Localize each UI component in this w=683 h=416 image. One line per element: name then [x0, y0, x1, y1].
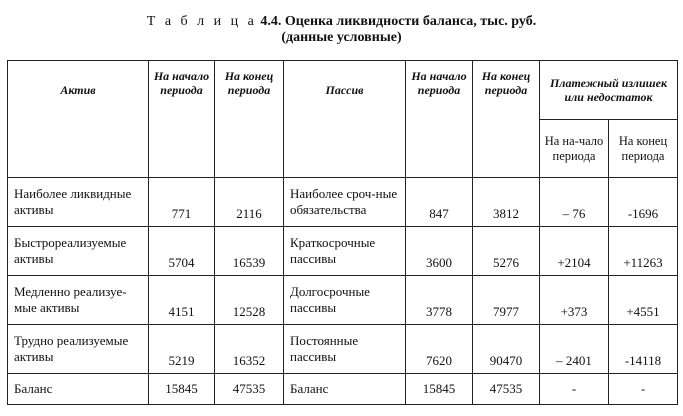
table-label: Т а б л и ц а [146, 14, 257, 29]
table-subtitle: (данные условные) [281, 30, 402, 45]
header-liab-end: На конец периода [473, 61, 540, 178]
liability-end: 7977 [473, 276, 540, 325]
header-assets-start: На начало периода [149, 61, 215, 178]
table-row [8, 276, 678, 325]
liability-end: 3812 [473, 178, 540, 227]
liability-end: 47535 [473, 374, 540, 405]
header-liabilities: Пассив [284, 61, 406, 178]
asset-name: Наиболее ликвидные активы [8, 178, 149, 227]
asset-name: Медленно реализуе-мые активы [8, 276, 149, 325]
liability-start: 847 [406, 178, 473, 227]
header-liab-start: На начало периода [406, 61, 473, 178]
liability-name: Наиболее сроч-ные обязательства [284, 178, 406, 227]
asset-start: 4151 [149, 276, 215, 325]
liability-end: 5276 [473, 227, 540, 276]
surplus-start: +2104 [540, 227, 609, 276]
asset-end: 12528 [215, 276, 284, 325]
asset-start: 771 [149, 178, 215, 227]
table-row [8, 227, 678, 276]
header-surplus: Платежный излишек или недостаток [540, 61, 678, 120]
asset-name: Баланс [8, 374, 149, 405]
asset-start: 5704 [149, 227, 215, 276]
surplus-end: -1696 [609, 178, 678, 227]
header-surplus-end: На конец периода [609, 120, 678, 178]
asset-end: 47535 [215, 374, 284, 405]
liquidity-table [7, 60, 678, 405]
asset-name: Трудно реализуемые активы [8, 325, 149, 374]
header-row [8, 61, 678, 120]
asset-end: 16539 [215, 227, 284, 276]
liability-name: Баланс [284, 374, 406, 405]
header-assets: Актив [8, 61, 149, 178]
table-row-total [8, 374, 678, 405]
asset-start: 15845 [149, 374, 215, 405]
table-title [0, 14, 683, 30]
surplus-end: -14118 [609, 325, 678, 374]
surplus-start: – 76 [540, 178, 609, 227]
liability-start: 15845 [406, 374, 473, 405]
surplus-start: – 2401 [540, 325, 609, 374]
table-number: 4.4. [260, 14, 282, 29]
liability-start: 7620 [406, 325, 473, 374]
asset-name: Быстрореализуемые активы [8, 227, 149, 276]
table-row [8, 178, 678, 227]
header-assets-end: На конец периода [215, 61, 284, 178]
surplus-end: +4551 [609, 276, 678, 325]
liability-name: Долгосрочные пассивы [284, 276, 406, 325]
liability-name: Постоянные пассивы [284, 325, 406, 374]
surplus-end: +11263 [609, 227, 678, 276]
liability-name: Краткосрочные пассивы [284, 227, 406, 276]
liability-end: 90470 [473, 325, 540, 374]
liability-start: 3600 [406, 227, 473, 276]
surplus-start: - [540, 374, 609, 405]
table-row [8, 325, 678, 374]
asset-start: 5219 [149, 325, 215, 374]
surplus-start: +373 [540, 276, 609, 325]
asset-end: 16352 [215, 325, 284, 374]
asset-end: 2116 [215, 178, 284, 227]
header-surplus-start: На на-чало периода [540, 120, 609, 178]
table-caption: Оценка ликвидности баланса, тыс. руб. [284, 14, 537, 29]
liability-start: 3778 [406, 276, 473, 325]
surplus-end: - [609, 374, 678, 405]
